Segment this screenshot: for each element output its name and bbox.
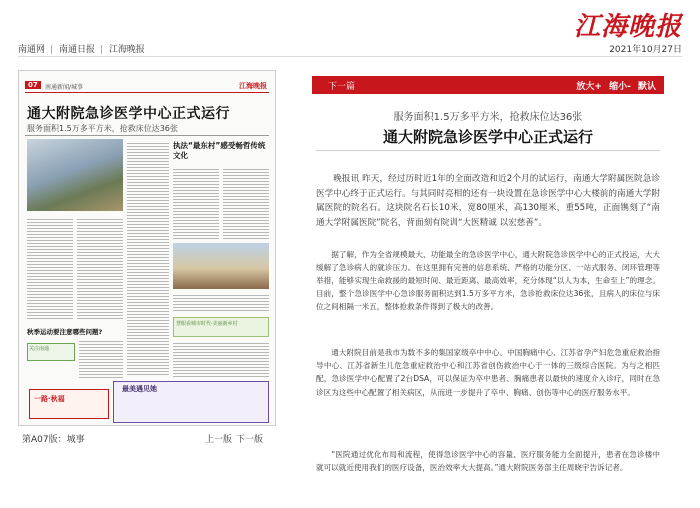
paper-masthead xyxy=(25,81,269,93)
paper-section: 南通新闻/城事 xyxy=(45,84,84,91)
article-paragraph: 据了解，作为全省规模最大、功能最全的急诊医学中心，通大附院急诊医学中心的正式投运，大大缓解了急诊病人的就诊压力。在这里拥有完善的信息系统、严格的功能分区、一站式服务、闭环管理等举措，能够实现生命救援的最短时间、最近距离、最高效率，充分体现“以人为本，生命至上”的理念。目前，整个急诊医学中心急诊服务面积达到1.5万多平方米，急诊抢救床位达36张，且病人的床位与床位之间相隔一米五，整体抢救条件得到了极大的改善。 xyxy=(316,250,660,311)
breadcrumb-separator: | xyxy=(50,45,54,55)
page-label: 第A07版：城事 xyxy=(22,435,85,445)
article-headline: 通大附院急诊医学中心正式运行 xyxy=(382,128,593,146)
paper-text-column xyxy=(27,217,73,321)
paper-ad-banner xyxy=(29,389,109,419)
paper-text-column xyxy=(223,167,269,239)
paper-headline[interactable]: 通大附院急诊医学中心正式运行 xyxy=(27,106,230,122)
breadcrumb xyxy=(18,42,147,55)
breadcrumb-separator: | xyxy=(99,45,103,55)
paper-feature-box[interactable] xyxy=(113,381,269,423)
paper-text-column xyxy=(77,217,123,321)
paper-logo: 江海晚报 xyxy=(239,82,267,90)
font-default-button[interactable]: 默认 xyxy=(637,82,656,92)
article-kicker: 服务面积1.5万多平方米，抢救床位达36张 xyxy=(393,112,583,123)
paper-text-column xyxy=(173,293,269,313)
paper-text-column xyxy=(79,339,123,379)
brand-logo[interactable]: 江海晚报 xyxy=(573,12,682,42)
article-panel xyxy=(312,76,682,508)
article-paragraph: 通大附院目前是我市为数不多的集国家级卒中中心、中国胸痛中心、江苏省孕产妇危急重症救治指导中心、江苏省新生儿危急重症救治中心和江苏省创伤救治中心于一体的三级综合医院。为与之相匹配，急诊医学中心配置了2台DSA，可以保证为卒中患者、胸痛患者以最快的速度介入诊疗，同时在急诊区为这些中心配置了相关病区，从而进一步提升了卒中、胸痛、创伤等中心的医疗服务水平。 xyxy=(316,348,660,397)
paper-green-banner: 慧眼看城市时代·美丽新乡村 xyxy=(173,317,269,337)
breadcrumb-item-jianghai-evening[interactable]: 江海晚报 xyxy=(108,45,145,55)
paper-photo-hospital xyxy=(27,139,123,211)
font-larger-button[interactable]: 放大+ xyxy=(576,82,602,92)
paper-subheadline: 服务面积1.5万多平方米，抢救床位达36张 xyxy=(27,124,178,133)
article-paragraph: “医院通过优化布局和流程，使得急诊医学中心的容量、医疗服务能力全面提升，患者在急诊楼中就可以就近使用我们的医疗设备，医治效率大大提高。”通大附院医务部主任周晓宇告诉记者。 xyxy=(316,450,660,473)
paper-ad-small: 关注南通 xyxy=(27,343,75,361)
paper-feature-title: 最美遇见她 xyxy=(122,385,157,393)
breadcrumb-item-nantong-daily[interactable]: 南通日报 xyxy=(58,45,95,55)
next-article-link[interactable]: 下一篇 xyxy=(328,82,356,92)
breadcrumb-item-nantong-net[interactable]: 南通网 xyxy=(18,45,46,55)
font-size-controls xyxy=(572,79,656,92)
prev-page-link[interactable]: 上一版 xyxy=(205,435,233,445)
site-header xyxy=(0,0,700,56)
article-paragraph: 晚报讯 昨天，经过历时近1年的全面改造和近2个月的试运行，南通大学附属医院急诊医学中心终于正式运行。与其同时亮相的还有一块设置在急诊医学中心大楼前的南通大学附属医院的院名石。这块院名石长10米，宽80厘米，高130厘米，重55吨，正面镌刻了“南通大学附属医院”院名，背面刻有院训“大医精诚 以宏慈善”。 xyxy=(316,174,660,228)
paper-divider xyxy=(25,135,269,136)
article-toolbar xyxy=(312,76,664,94)
paper-ad-banner-text: 一路·秋福 xyxy=(34,395,65,403)
issue-date: 2021年10月27日 xyxy=(609,45,682,55)
paper-text-column xyxy=(173,167,219,239)
font-smaller-button[interactable]: 缩小- xyxy=(609,82,631,92)
newspaper-page-thumbnail[interactable] xyxy=(18,70,276,426)
paper-side-headline[interactable]: 执法“最东村”感受畅哲传统文化 xyxy=(173,141,266,160)
paper-mid-headline[interactable]: 秋季运动要注意哪些问题? xyxy=(27,328,103,336)
paper-text-column xyxy=(127,141,169,377)
article-divider xyxy=(316,150,660,151)
paper-page-number: 07 xyxy=(25,81,41,89)
next-page-link[interactable]: 下一版 xyxy=(236,435,264,445)
paper-photo-village xyxy=(173,243,269,289)
header-divider xyxy=(18,56,682,57)
paper-text-column xyxy=(173,341,269,377)
